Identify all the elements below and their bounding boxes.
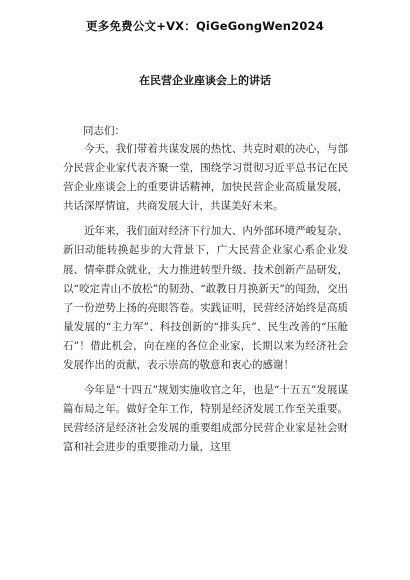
document-body <box>63 140 348 464</box>
paragraph-1: 今天，我们带着共谋发展的热忱、共克时艰的决心，与部分民营企业家代表齐聚一堂，围绕学习贯彻习近平总书记在民营企业座谈会上的重要讲话精神，加快民营企业高质量发展，共话深厚情谊，共商发展大计，共谋美好未来。 <box>63 143 348 213</box>
document-title: 在民营企业座谈会上的讲话 <box>139 74 271 87</box>
salutation: 同志们： <box>83 125 125 137</box>
paragraph-2: 近年来，我们面对经济下行加大、内外部环境严峻复杂、新旧动能转换起步的大背景下，广大民营企业家心系企业发展、情牵群众就业，大力推进转型升级、技术创新产品研发，以“咬定青山不放松”的韧劲、“敢教日月换新天”的闯劲，交出了一份逆势上扬的亮眼答卷。实践证明，民营经济始终是高质量发展的“主力军”、科技创新的“排头兵”、民生改善的“压舱石”！借此机会，向在座的各位企业家，长期以来为经济社会发展作出的贡献，表示崇高的敬意和衷心的感谢！ <box>63 225 348 372</box>
promo-header: 更多免费公文+VX：QiGeGongWen2024 <box>86 19 324 33</box>
paragraph-3: 今年是“十四五”规划实施收官之年，也是“十五五”发展谋篇布局之年。做好全年工作，特别是经济发展工作至关重要。民营经济是经济社会发展的重要组成部分民营企业家是社会财富和社会进步的重要推动力量，这里 <box>63 384 348 454</box>
